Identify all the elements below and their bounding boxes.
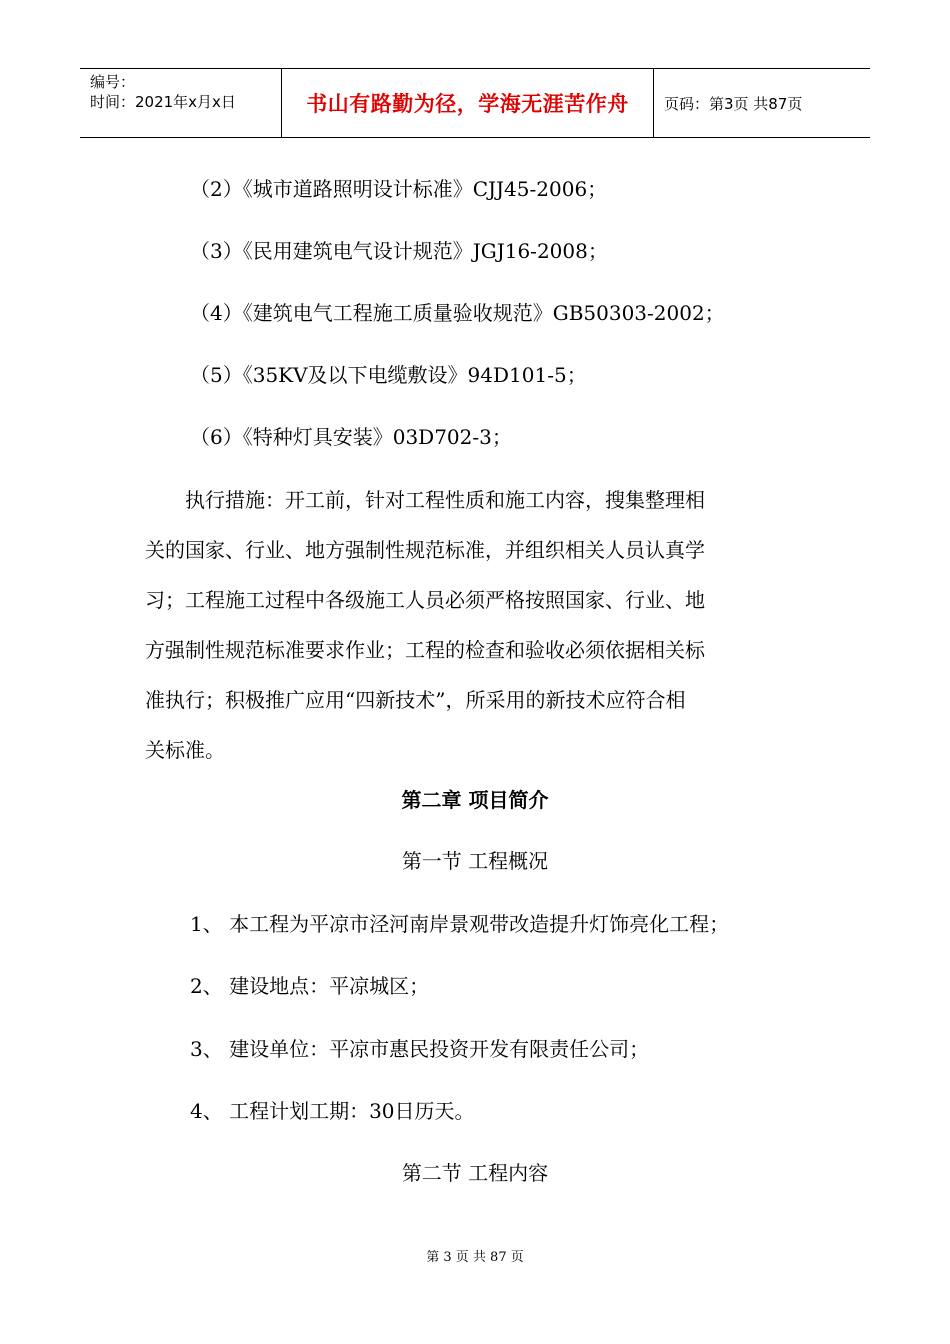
overview-item: 3、 建设单位：平凉市惠民投资开发有限责任公司；: [190, 1037, 650, 1061]
page-header: [80, 68, 870, 138]
reference-item: （5）《35KV及以下电缆敷设》94D101-5；: [190, 363, 587, 387]
measures-paragraph-line: 关标准。: [145, 738, 225, 762]
measures-paragraph-line: 习；工程施工过程中各级施工人员必须严格按照国家、行业、地: [145, 588, 705, 612]
measures-paragraph-line: 执行措施：开工前，针对工程性质和施工内容，搜集整理相: [145, 488, 705, 512]
header-slogan: 书山有路勤为径，学海无涯苦作舟: [282, 69, 654, 137]
chapter-title: 第二章 项目简介: [401, 788, 549, 812]
reference-item: （6）《特种灯具安装》03D702-3；: [190, 425, 512, 449]
section-title: 第一节 工程概况: [401, 849, 549, 873]
reference-item: （4）《建筑电气工程施工质量验收规范》GB50303-2002；: [190, 301, 725, 325]
document-number-label: 编号：: [90, 73, 136, 91]
reference-item: （3）《民用建筑电气设计规范》JGJ16-2008；: [190, 239, 608, 263]
measures-paragraph-line: 准执行；积极推广应用“四新技术”，所采用的新技术应符合相: [145, 688, 686, 712]
section-title: 第二节 工程内容: [401, 1161, 549, 1185]
page-footer: 第 3 页 共 87 页: [426, 1250, 524, 1265]
document-time-label: 时间：2021年x月x日: [90, 93, 236, 111]
reference-item: （2）《城市道路照明设计标准》CJJ45-2006；: [190, 177, 608, 201]
overview-item: 4、 工程计划工期：30日历天。: [190, 1099, 475, 1123]
header-meta: [80, 69, 282, 137]
overview-item: 2、 建设地点：平凉城区；: [190, 974, 430, 998]
measures-paragraph-line: 关的国家、行业、地方强制性规范标准，并组织相关人员认真学: [145, 538, 705, 562]
header-page-info: 页码：第3页 共87页: [664, 94, 803, 113]
measures-paragraph-line: 方强制性规范标准要求作业；工程的检查和验收必须依据相关标: [145, 638, 705, 662]
overview-item: 1、 本工程为平凉市泾河南岸景观带改造提升灯饰亮化工程；: [190, 912, 730, 936]
